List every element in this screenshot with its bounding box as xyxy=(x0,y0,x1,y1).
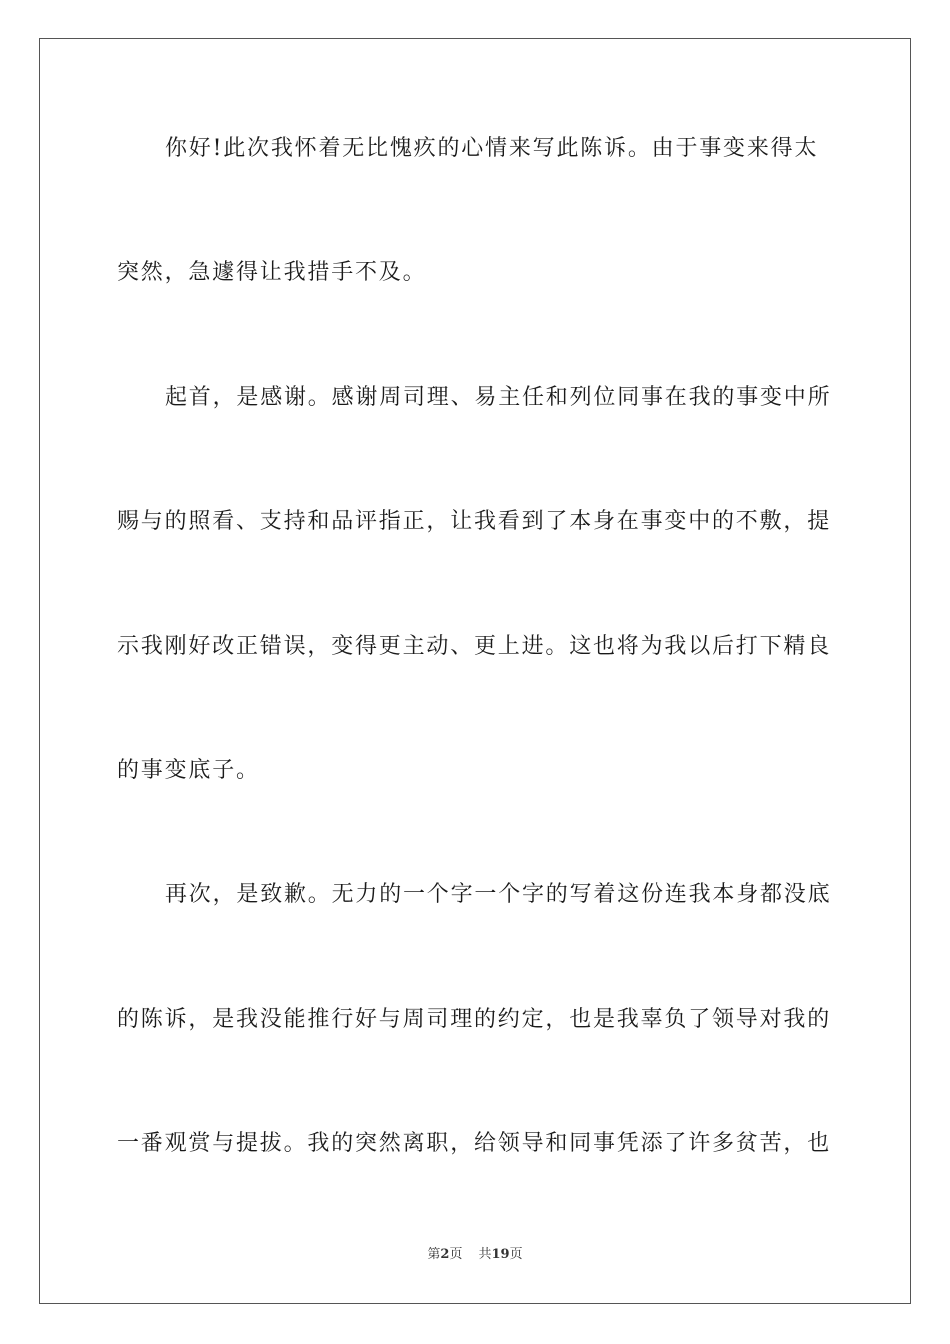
paragraph-line-4: 赐与的照看、支持和品评指正，让我看到了本身在事变中的不敷，提 xyxy=(117,509,832,534)
footer-total-suffix: 页 xyxy=(509,1247,523,1262)
page-footer xyxy=(0,1246,950,1264)
page-border xyxy=(39,38,911,1304)
footer-total-prefix: 共 xyxy=(478,1247,492,1262)
footer-page-prefix: 第 xyxy=(427,1247,441,1262)
paragraph-line-9: 一番观赏与提拔。我的突然离职，给领导和同事凭添了许多贫苦，也 xyxy=(117,1131,832,1156)
paragraph-line-7: 再次，是致歉。无力的一个字一个字的写着这份连我本身都没底 xyxy=(165,882,832,907)
paragraph-line-1: 你好!此次我怀着无比愧疚的心情来写此陈诉。由于事变来得太 xyxy=(165,136,819,161)
footer-total-pages: 19 xyxy=(491,1247,510,1262)
paragraph-line-2: 突然，急遽得让我措手不及。 xyxy=(117,260,427,285)
paragraph-line-5: 示我刚好改正错误，变得更主动、更上进。这也将为我以后打下精良 xyxy=(117,634,832,659)
paragraph-line-6: 的事变底子。 xyxy=(117,758,260,783)
footer-page-number: 2 xyxy=(440,1247,450,1262)
footer-page-suffix: 页 xyxy=(449,1247,463,1262)
paragraph-line-3: 起首，是感谢。感谢周司理、易主任和列位同事在我的事变中所 xyxy=(165,385,832,410)
paragraph-line-8: 的陈诉，是我没能推行好与周司理的约定，也是我辜负了领导对我的 xyxy=(117,1007,832,1032)
